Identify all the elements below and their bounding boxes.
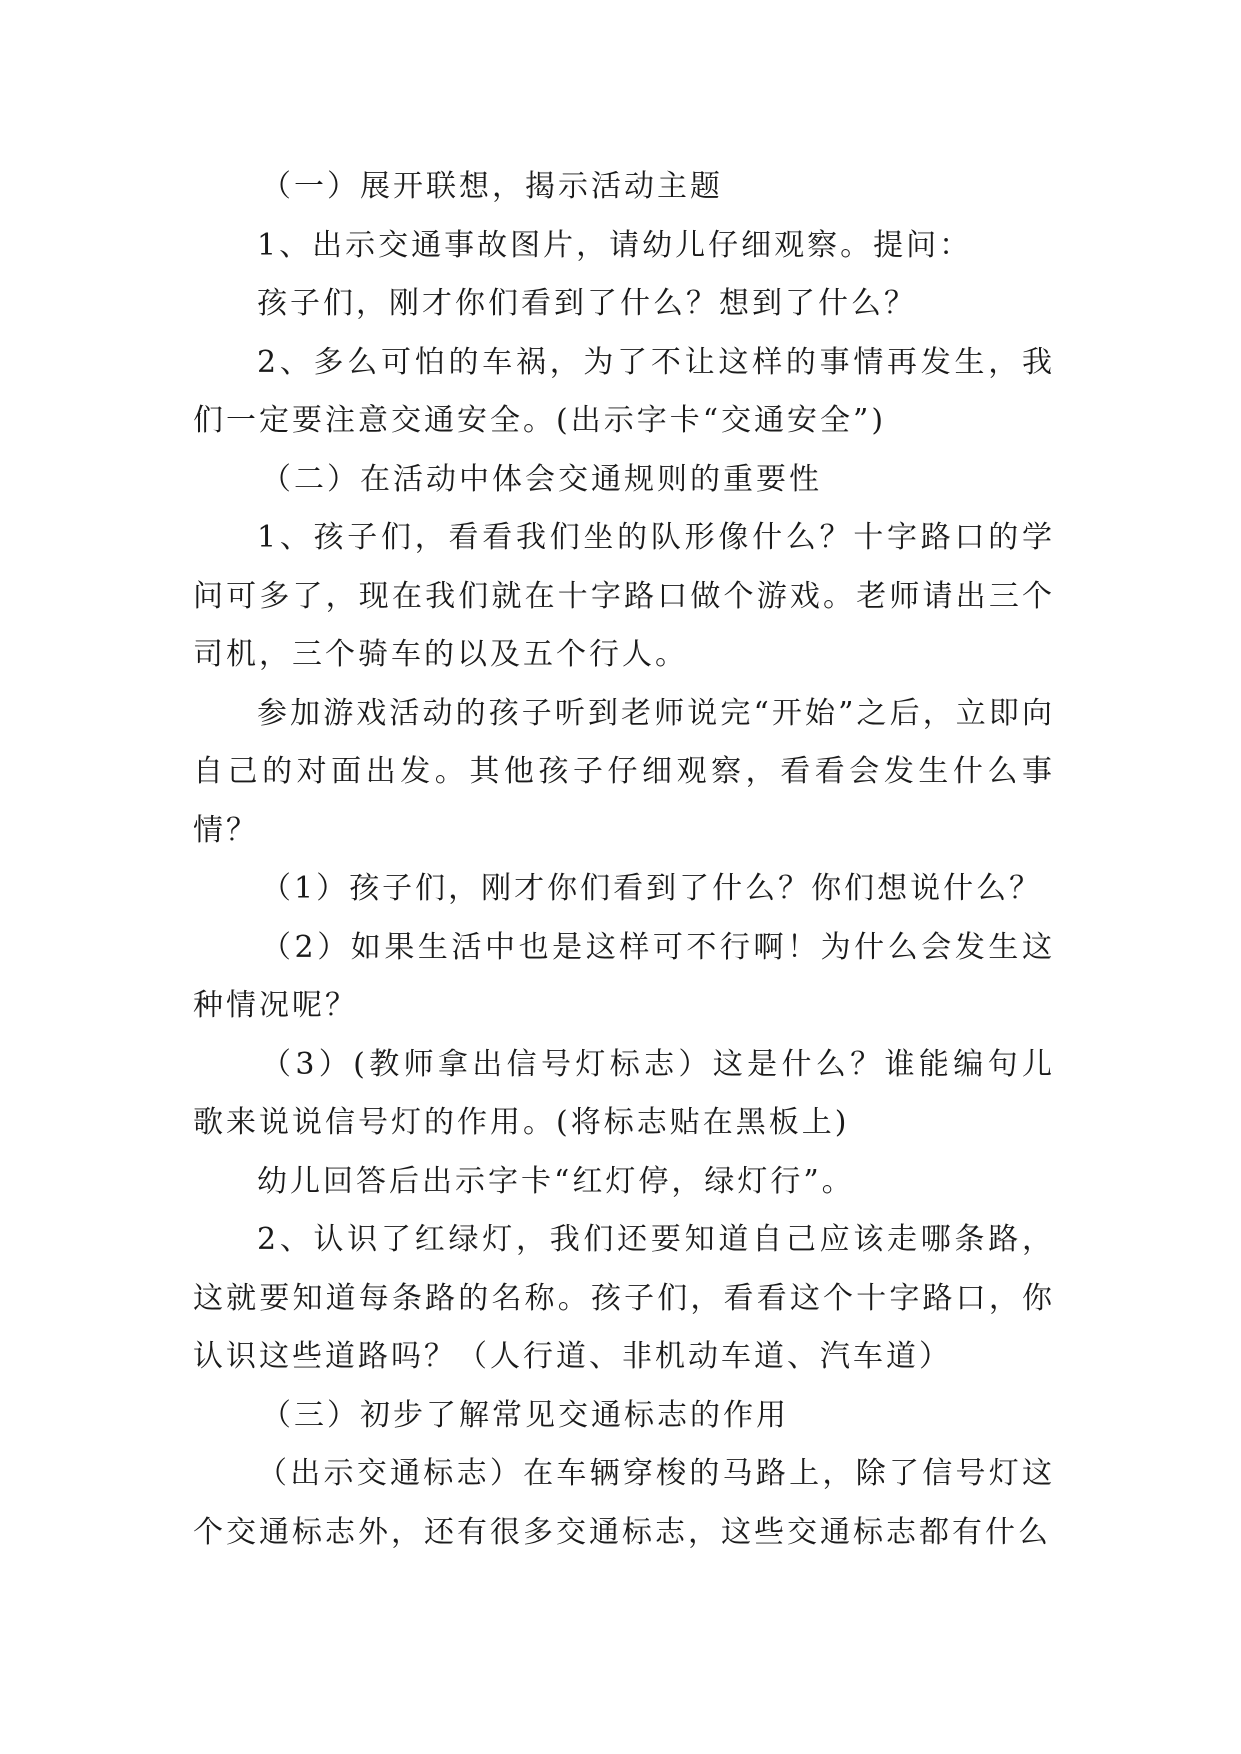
paragraph: （3）(教师拿出信号灯标志）这是什么？谁能编句儿歌来说说信号灯的作用。(将标志贴在黑板上) — [193, 1046, 1055, 1140]
document-body — [193, 158, 1055, 1562]
paragraph: （2）如果生活中也是这样可不行啊！为什么会发生这种情况呢？ — [193, 929, 1055, 1023]
paragraph: 2、认识了红绿灯，我们还要知道自己应该走哪条路，这就要知道每条路的名称。孩子们，看看这个十字路口，你认识这些道路吗？（人行道、非机动车道、汽车道） — [193, 1222, 1055, 1374]
paragraph: 孩子们，刚才你们看到了什么？想到了什么？ — [257, 286, 917, 321]
paragraph: 1、孩子们，看看我们坐的队形像什么？十字路口的学问可多了，现在我们就在十字路口做个游戏。老师请出三个司机，三个骑车的以及五个行人。 — [193, 520, 1055, 672]
paragraph: 参加游戏活动的孩子听到老师说完“开始”之后，立即向自己的对面出发。其他孩子仔细观察，看看会发生什么事情？ — [193, 695, 1055, 848]
paragraph: 2、多么可怕的车祸，为了不让这样的事情再发生，我们一定要注意交通安全。(出示字卡“交通安全”) — [193, 344, 1055, 438]
paragraph: （出示交通标志）在车辆穿梭的马路上，除了信号灯这个交通标志外，还有很多交通标志，这些交通标志都有什么 — [193, 1456, 1055, 1550]
paragraph: 1、出示交通事故图片，请幼儿仔细观察。提问： — [257, 227, 973, 263]
paragraph: 幼儿回答后出示字卡“红灯停，绿灯行”。 — [257, 1163, 855, 1199]
paragraph: （1）孩子们，刚才你们看到了什么？你们想说什么？ — [261, 871, 1043, 906]
section-heading-3: （三）初步了解常见交通标志的作用 — [261, 1397, 789, 1433]
section-heading-2: （二）在活动中体会交通规则的重要性 — [261, 461, 822, 497]
section-heading-1: （一）展开联想，揭示活动主题 — [261, 169, 723, 204]
